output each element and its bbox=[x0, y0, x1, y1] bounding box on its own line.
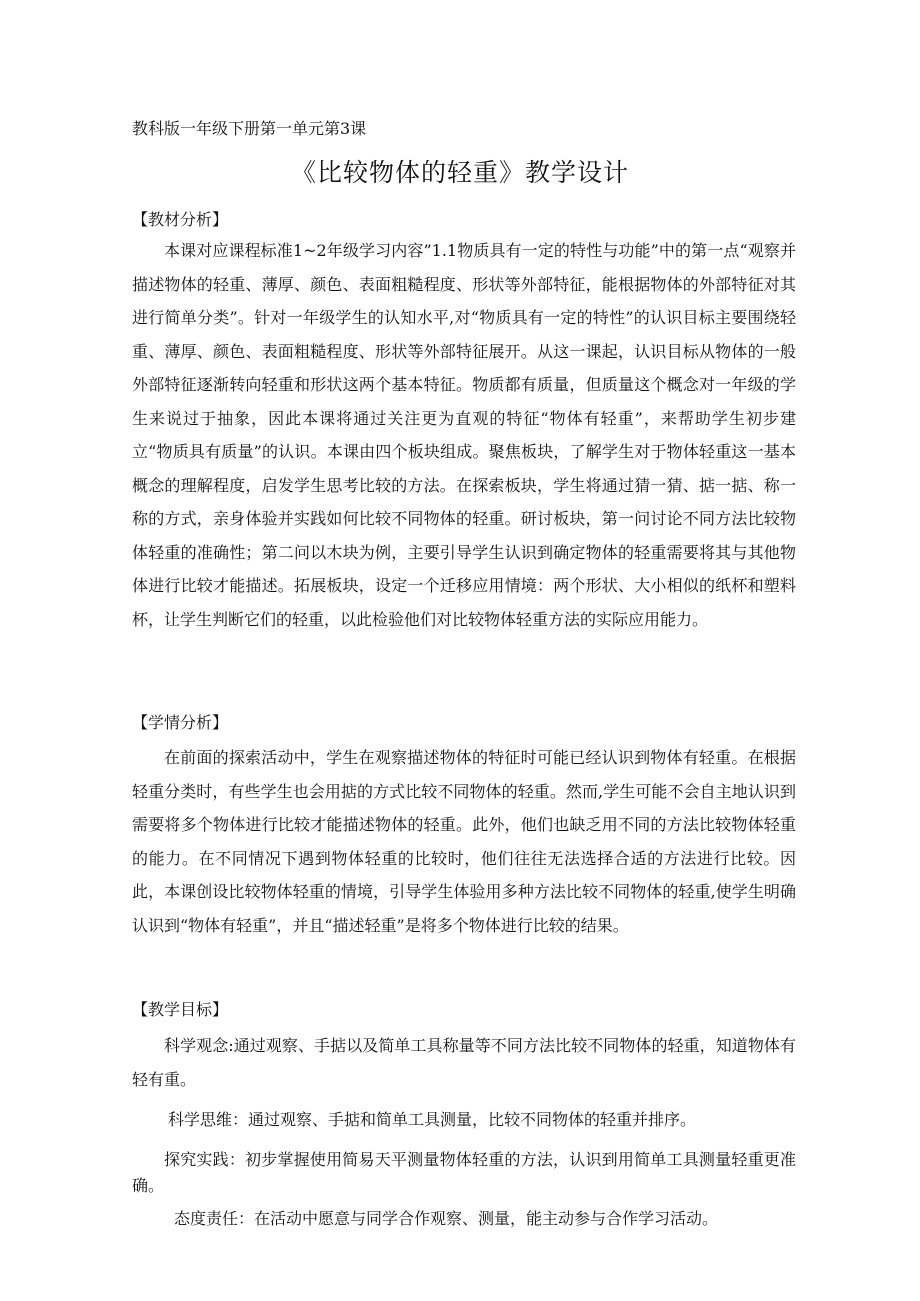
goal-inquiry-practice: 探究实践：初步掌握使用简易天平测量物体轻重的方法，认识到用简单工具测量轻重更准确。 bbox=[132, 1150, 796, 1195]
paragraph-textbook-analysis: 本课对应课程标准1~2年级学习内容”1.1物质具有一定的特性与功能”中的第一点“观察并描述物体的轻重、薄厚、颜色、表面粗糙程度、形状等外部特征，能根据物体的外部特征对其进行简单分类”。针对一年级学生的认知水平,对“物质具有一定的特性”的认识目标主要围绕轻重、薄厚、颜色、表面粗糙程度、形状等外部特征展开。从这一课起，认识目标从物体的一般外部特征逐渐转向轻重和形状这两个基本特征。物质都有质量，但质量这个概念对一年级的学生来说过于抽象，因此本课将通过关注更为直观的特征“物体有轻重”，来帮助学生初步建立“物质具有质量”的认识。本课由四个板块组成。聚焦板块，了解学生对于物体轻重这一基本概念的理解程度，启发学生思考比较的方法。在探索板块，学生将通过猜一猜、掂一掂、称一称的方式，亲身体验并实践如何比较不同物体的轻重。研讨板块，第一问讨论不同方法比较物体轻重的准确性；第二问以木块为例，主要引导学生认识到确定物体的轻重需要将其与其他物体进行比较才能描述。拓展板块，设定一个迁移应用情境：两个形状、大小相似的纸杯和塑料杯，让学生判断它们的轻重，以此检验他们对比较物体轻重方法的实际应用能力。 bbox=[132, 241, 796, 629]
section-heading-teaching-goals: 【教学目标】 bbox=[132, 1000, 229, 1019]
document-title: 《比较物体的轻重》教学设计 bbox=[290, 158, 629, 187]
goal-science-concept: 科学观念:通过观察、手掂以及简单工具称量等不同方法比较不同物体的轻重，知道物体有轻有重。 bbox=[132, 1036, 796, 1089]
paragraph-learner-analysis: 在前面的探索活动中，学生在观察描述物体的特征时可能已经认识到物体有轻重。在根据轻重分类时，有些学生也会用掂的方式比较不同物体的轻重。然而,学生可能不会自主地认识到需要将多个物体进行比较才能描述物体的轻重。此外，他们也缺乏用不同的方法比较物体轻重的能力。在不同情况下遇到物体轻重的比较时，他们往往无法选择合适的方法进行比较。因此，本课创设比较物体轻重的情境，引导学生体验用多种方法比较不同物体的轻重,使学生明确认识到“物体有轻重”，并且“描述轻重”是将多个物体进行比较的结果。 bbox=[132, 748, 796, 935]
section-heading-textbook-analysis: 【教材分析】 bbox=[132, 210, 229, 229]
section-heading-learner-analysis: 【学情分析】 bbox=[132, 713, 229, 732]
goal-science-thinking: 科学思维：通过观察、手掂和简单工具测量，比较不同物体的轻重并排序。 bbox=[168, 1110, 697, 1129]
goal-attitude-responsibility: 态度责任：在活动中愿意与同学合作观察、测量，能主动参与合作学习活动。 bbox=[174, 1209, 719, 1228]
lesson-subtitle: 教科版一年级下册第一单元第3课 bbox=[132, 119, 367, 138]
